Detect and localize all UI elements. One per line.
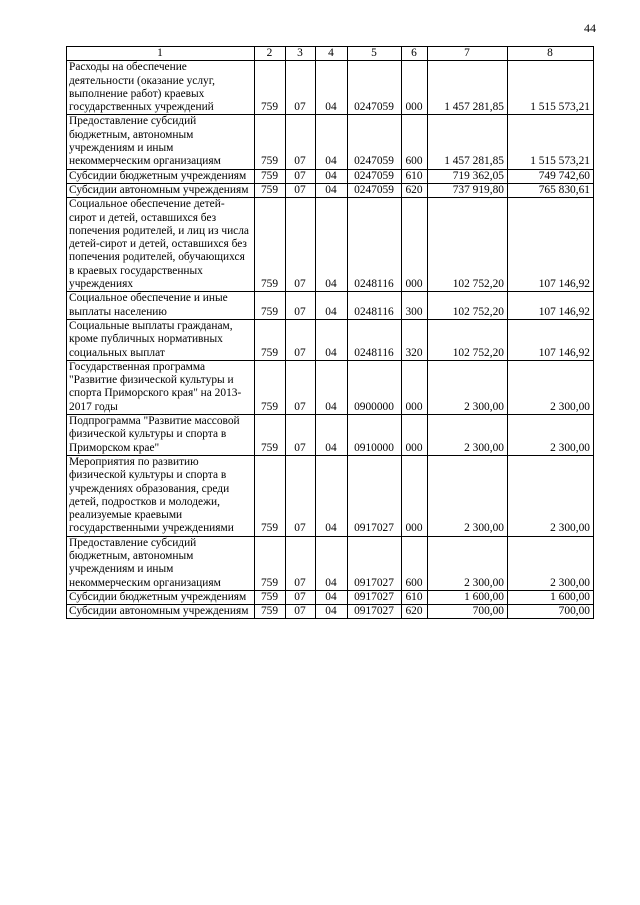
page-number: 44 <box>584 21 596 35</box>
ved-code-cell: 759 <box>255 292 286 320</box>
amount-year1-cell: 102 752,20 <box>428 319 508 360</box>
ved-code-cell: 759 <box>255 590 286 604</box>
amount-year1-cell: 2 300,00 <box>428 455 508 536</box>
section-code-cell: 07 <box>286 455 316 536</box>
section-code-cell: 07 <box>286 169 316 183</box>
row-name-cell: Субсидии бюджетным учреждениям <box>67 169 255 183</box>
table-row <box>67 169 594 183</box>
ved-code-cell: 759 <box>255 183 286 197</box>
amount-year2-cell: 2 300,00 <box>508 360 594 414</box>
expense-type-cell: 000 <box>402 61 428 115</box>
section-code-cell: 07 <box>286 360 316 414</box>
table-row <box>67 115 594 169</box>
table-row <box>67 415 594 456</box>
table-row <box>67 292 594 320</box>
amount-year2-cell: 2 300,00 <box>508 536 594 590</box>
table-row <box>67 590 594 604</box>
section-code-cell: 07 <box>286 183 316 197</box>
expense-type-cell: 610 <box>402 169 428 183</box>
subsection-code-cell: 04 <box>316 115 348 169</box>
amount-year2-cell: 1 515 573,21 <box>508 115 594 169</box>
expense-type-cell: 000 <box>402 415 428 456</box>
section-code-cell: 07 <box>286 61 316 115</box>
amount-year2-cell: 1 600,00 <box>508 590 594 604</box>
amount-year2-cell: 749 742,60 <box>508 169 594 183</box>
column-header: 1 <box>67 47 255 61</box>
row-name-cell: Мероприятия по развитию физической культуры и спорта в учреждениях образования, среди детей, подростков и молодежи, реализуемые краевыми государственными учреждениями <box>67 455 255 536</box>
section-code-cell: 07 <box>286 292 316 320</box>
table-row <box>67 360 594 414</box>
ved-code-cell: 759 <box>255 455 286 536</box>
ved-code-cell: 759 <box>255 115 286 169</box>
subsection-code-cell: 04 <box>316 198 348 292</box>
row-name-cell: Социальное обеспечение детей-сирот и детей, оставшихся без попечения родителей, и лиц из числа детей-сирот и детей, оставшихся без попечения родителей, обучающихся в краевых государственных учреждениях <box>67 198 255 292</box>
row-name-cell: Социальные выплаты гражданам, кроме публичных нормативных социальных выплат <box>67 319 255 360</box>
subsection-code-cell: 04 <box>316 319 348 360</box>
table-row <box>67 455 594 536</box>
section-code-cell: 07 <box>286 415 316 456</box>
ved-code-cell: 759 <box>255 536 286 590</box>
table-row <box>67 61 594 115</box>
expense-type-cell: 300 <box>402 292 428 320</box>
target-article-cell: 0248116 <box>348 292 402 320</box>
expense-type-cell: 610 <box>402 590 428 604</box>
target-article-cell: 0248116 <box>348 319 402 360</box>
subsection-code-cell: 04 <box>316 536 348 590</box>
table-body <box>67 61 594 619</box>
target-article-cell: 0917027 <box>348 590 402 604</box>
ved-code-cell: 759 <box>255 169 286 183</box>
ved-code-cell: 759 <box>255 198 286 292</box>
row-name-cell: Социальное обеспечение и иные выплаты населению <box>67 292 255 320</box>
subsection-code-cell: 04 <box>316 61 348 115</box>
row-name-cell: Предоставление субсидий бюджетным, автономным учреждениям и иным некоммерческим организациям <box>67 536 255 590</box>
amount-year1-cell: 102 752,20 <box>428 198 508 292</box>
expense-type-cell: 600 <box>402 536 428 590</box>
target-article-cell: 0917027 <box>348 455 402 536</box>
amount-year2-cell: 2 300,00 <box>508 455 594 536</box>
ved-code-cell: 759 <box>255 319 286 360</box>
expense-type-cell: 000 <box>402 198 428 292</box>
expense-type-cell: 600 <box>402 115 428 169</box>
expense-type-cell: 620 <box>402 605 428 619</box>
row-name-cell: Субсидии бюджетным учреждениям <box>67 590 255 604</box>
amount-year2-cell: 1 515 573,21 <box>508 61 594 115</box>
subsection-code-cell: 04 <box>316 455 348 536</box>
amount-year2-cell: 2 300,00 <box>508 415 594 456</box>
amount-year1-cell: 1 457 281,85 <box>428 115 508 169</box>
section-code-cell: 07 <box>286 319 316 360</box>
expense-type-cell: 320 <box>402 319 428 360</box>
ved-code-cell: 759 <box>255 605 286 619</box>
target-article-cell: 0917027 <box>348 605 402 619</box>
amount-year1-cell: 2 300,00 <box>428 536 508 590</box>
amount-year1-cell: 2 300,00 <box>428 360 508 414</box>
section-code-cell: 07 <box>286 590 316 604</box>
amount-year2-cell: 700,00 <box>508 605 594 619</box>
amount-year2-cell: 107 146,92 <box>508 319 594 360</box>
column-header: 2 <box>255 47 286 61</box>
subsection-code-cell: 04 <box>316 360 348 414</box>
target-article-cell: 0248116 <box>348 198 402 292</box>
section-code-cell: 07 <box>286 198 316 292</box>
target-article-cell: 0247059 <box>348 61 402 115</box>
expense-type-cell: 000 <box>402 360 428 414</box>
subsection-code-cell: 04 <box>316 605 348 619</box>
row-name-cell: Расходы на обеспечение деятельности (оказание услуг, выполнение работ) краевых государственных учреждений <box>67 61 255 115</box>
subsection-code-cell: 04 <box>316 590 348 604</box>
header-row <box>67 47 594 61</box>
column-header: 7 <box>428 47 508 61</box>
row-name-cell: Предоставление субсидий бюджетным, автономным учреждениям и иным некоммерческим организациям <box>67 115 255 169</box>
expense-type-cell: 620 <box>402 183 428 197</box>
row-name-cell: Субсидии автономным учреждениям <box>67 183 255 197</box>
subsection-code-cell: 04 <box>316 415 348 456</box>
target-article-cell: 0247059 <box>348 183 402 197</box>
table-row <box>67 319 594 360</box>
table-row <box>67 605 594 619</box>
amount-year1-cell: 1 600,00 <box>428 590 508 604</box>
amount-year1-cell: 2 300,00 <box>428 415 508 456</box>
target-article-cell: 0917027 <box>348 536 402 590</box>
amount-year1-cell: 1 457 281,85 <box>428 61 508 115</box>
amount-year2-cell: 765 830,61 <box>508 183 594 197</box>
table-row <box>67 536 594 590</box>
amount-year2-cell: 107 146,92 <box>508 292 594 320</box>
section-code-cell: 07 <box>286 536 316 590</box>
target-article-cell: 0910000 <box>348 415 402 456</box>
amount-year1-cell: 700,00 <box>428 605 508 619</box>
row-name-cell: Государственная программа "Развитие физической культуры и спорта Приморского края" на 2013-2017 годы <box>67 360 255 414</box>
column-header: 6 <box>402 47 428 61</box>
column-header: 4 <box>316 47 348 61</box>
expense-type-cell: 000 <box>402 455 428 536</box>
row-name-cell: Подпрограмма "Развитие массовой физической культуры и спорта в Приморском крае" <box>67 415 255 456</box>
target-article-cell: 0900000 <box>348 360 402 414</box>
target-article-cell: 0247059 <box>348 115 402 169</box>
section-code-cell: 07 <box>286 115 316 169</box>
amount-year2-cell: 107 146,92 <box>508 198 594 292</box>
section-code-cell: 07 <box>286 605 316 619</box>
column-header: 5 <box>348 47 402 61</box>
subsection-code-cell: 04 <box>316 169 348 183</box>
amount-year1-cell: 102 752,20 <box>428 292 508 320</box>
table-row <box>67 198 594 292</box>
subsection-code-cell: 04 <box>316 183 348 197</box>
column-header: 3 <box>286 47 316 61</box>
amount-year1-cell: 719 362,05 <box>428 169 508 183</box>
table-row <box>67 183 594 197</box>
ved-code-cell: 759 <box>255 61 286 115</box>
amount-year1-cell: 737 919,80 <box>428 183 508 197</box>
budget-table <box>66 46 594 619</box>
row-name-cell: Субсидии автономным учреждениям <box>67 605 255 619</box>
subsection-code-cell: 04 <box>316 292 348 320</box>
target-article-cell: 0247059 <box>348 169 402 183</box>
ved-code-cell: 759 <box>255 415 286 456</box>
column-header: 8 <box>508 47 594 61</box>
ved-code-cell: 759 <box>255 360 286 414</box>
